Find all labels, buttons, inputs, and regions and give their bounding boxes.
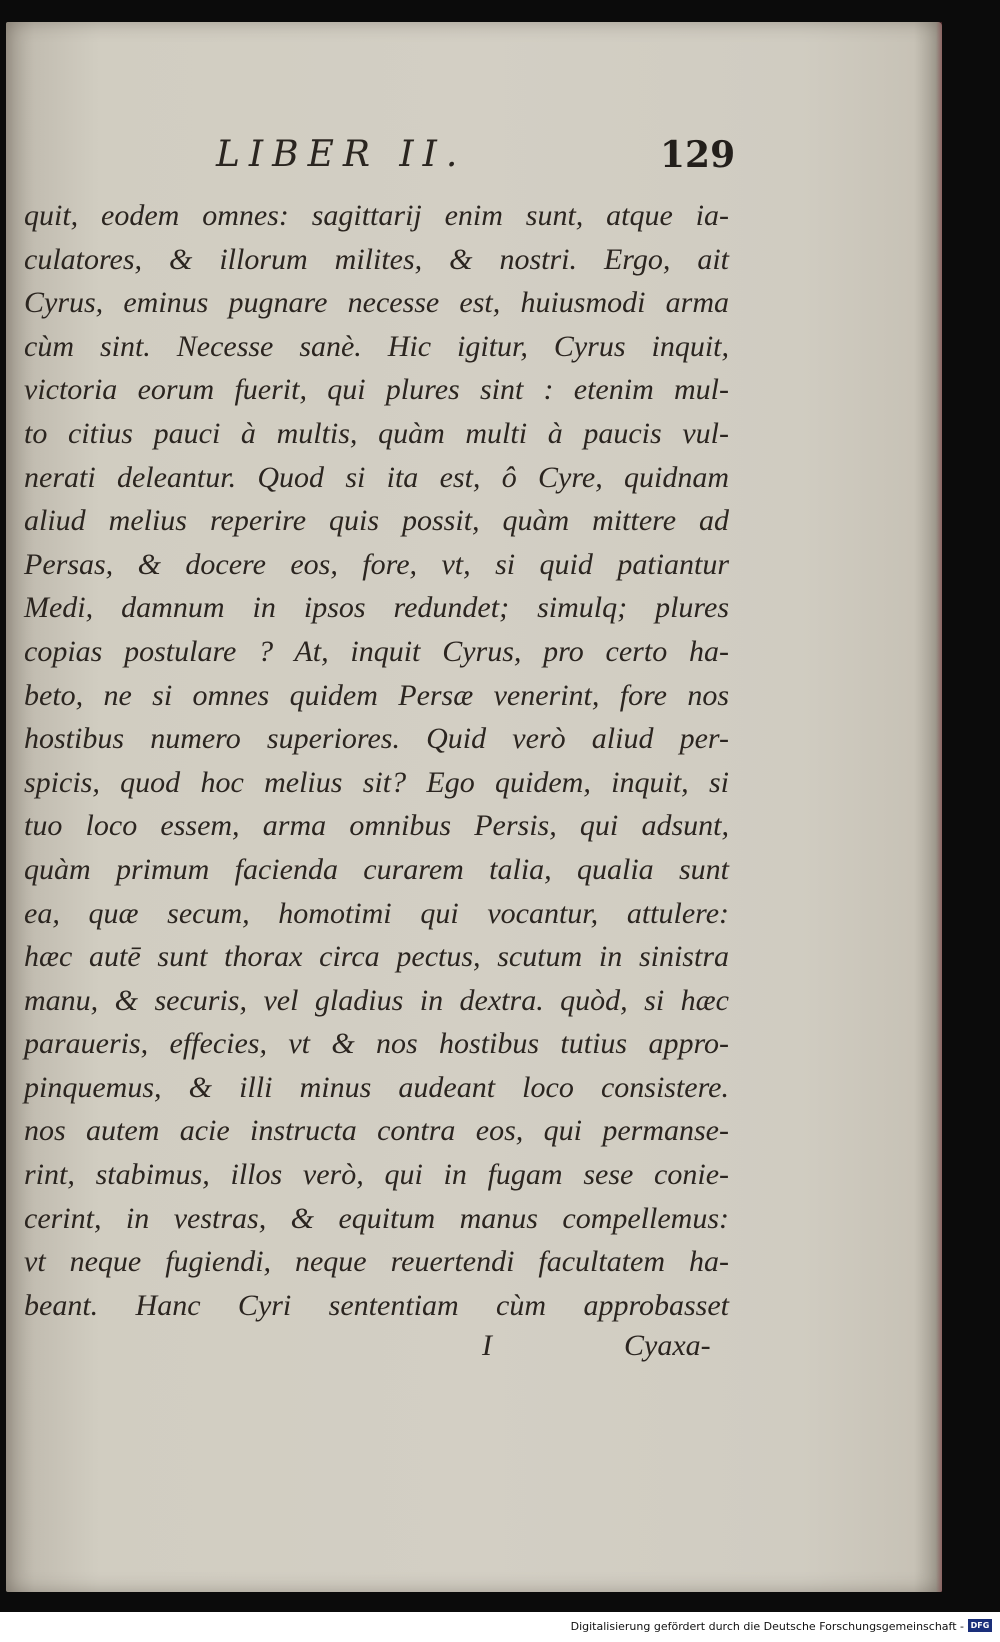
footer-credit: Digitalisierung gefördert durch die Deutsche Forschungsgemeinschaft - — [570, 1620, 964, 1633]
signature-mark: I — [482, 1329, 492, 1362]
text-line: cùm sint. Necesse sanè. Hic igitur, Cyrus inquit, — [24, 329, 729, 363]
text-line: culatores, & illorum milites, & nostri. Ergo, ait — [24, 242, 729, 276]
text-line: hæc autē sunt thorax circa pectus, scutum in sinistra — [24, 940, 729, 974]
catchword: Cyaxa- — [624, 1329, 711, 1362]
text-line: beant. Hanc Cyri sententiam cùm approbasset — [24, 1288, 729, 1322]
text-line: spicis, quod hoc melius sit? Ego quidem, inquit, si — [24, 765, 729, 799]
book-page — [6, 22, 942, 1592]
text-line: quit, eodem omnes: sagittarij enim sunt, atque ia- — [24, 199, 729, 232]
text-line: manu, & securis, vel gladius in dextra. quòd, si hæc — [24, 983, 729, 1017]
text-line: nos autem acie instructa contra eos, qui permanse- — [24, 1114, 729, 1148]
text-line: victoria eorum fuerit, qui plures sint : etenim mul- — [24, 373, 729, 407]
page-header — [6, 134, 942, 184]
signature-line — [24, 1329, 729, 1373]
text-line: ea, quæ secum, homotimi qui vocantur, attulere: — [24, 896, 729, 930]
text-line: Cyrus, eminus pugnare necesse est, huiusmodi arma — [24, 286, 729, 320]
digitization-footer — [0, 1612, 1000, 1642]
text-line: quàm primum facienda curarem talia, qualia sunt — [24, 852, 729, 886]
body-text — [24, 194, 729, 1327]
text-line: cerint, in vestras, & equitum manus compellemus: — [24, 1201, 729, 1235]
text-line: rint, stabimus, illos verò, qui in fugam sese conie- — [24, 1158, 729, 1192]
text-line: aliud melius reperire quis possit, quàm mittere ad — [24, 504, 729, 538]
running-head: LIBER II. — [216, 134, 467, 175]
text-line: Persas, & docere eos, fore, vt, si quid patiantur — [24, 547, 729, 581]
text-line: to citius pauci à multis, quàm multi à paucis vul- — [24, 416, 729, 450]
text-line: beto, ne si omnes quidem Persæ venerint, fore nos — [24, 678, 729, 712]
dfg-logo-icon: DFG — [968, 1619, 992, 1632]
text-line: paraueris, effecies, vt & nos hostibus tutius appro- — [24, 1027, 729, 1061]
text-line: pinquemus, & illi minus audeant loco consistere. — [24, 1070, 729, 1104]
text-line: hostibus numero superiores. Quid verò aliud per- — [24, 722, 729, 756]
text-line: copias postulare ? At, inquit Cyrus, pro certo ha- — [24, 634, 729, 668]
text-line: vt neque fugiendi, neque reuertendi facultatem ha- — [24, 1245, 729, 1279]
text-line: Medi, damnum in ipsos redundet; simulq; plures — [24, 591, 729, 625]
text-line: tuo loco essem, arma omnibus Persis, qui adsunt, — [24, 809, 729, 843]
text-line: nerati deleantur. Quod si ita est, ô Cyre, quidnam — [24, 460, 729, 494]
page-number: 129 — [660, 134, 736, 176]
